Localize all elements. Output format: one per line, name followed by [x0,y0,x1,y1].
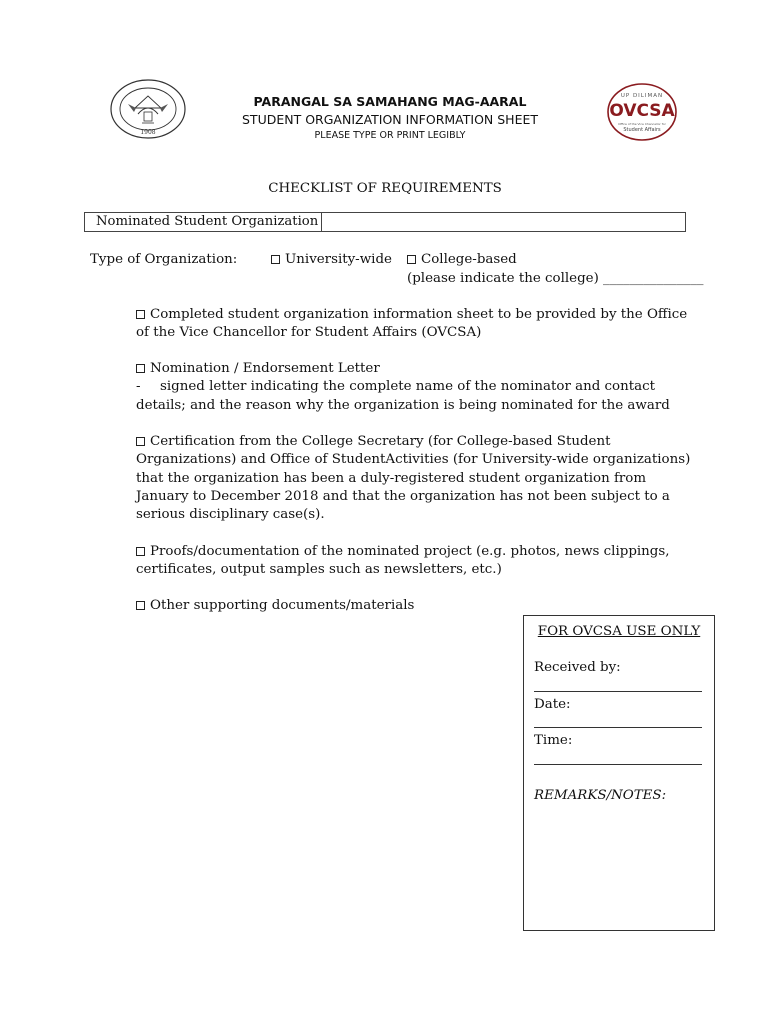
checklist-heading: CHECKLIST OF REQUIREMENTS [268,181,502,196]
ovcsa-use-only-title: FOR OVCSA USE ONLY [537,624,701,639]
nominated-organization-label: Nominated Student Organization [85,213,322,231]
requirement-text: Completed student organization information sheet to be provided by the Office of the Vice Chancellor for Student Affairs (OVCSA) [136,307,688,341]
requirement-checkbox[interactable] [136,310,145,319]
requirement-checkbox[interactable] [136,601,145,610]
requirement-text: Other supporting documents/materials [150,598,415,613]
date-line[interactable] [534,727,702,728]
college-based-option[interactable] [407,251,517,269]
received-by-line[interactable] [534,691,702,692]
requirement-item-other-documents [136,597,696,615]
university-wide-option[interactable] [271,251,392,269]
subitem-text: signed letter indicating the complete name of the nominator and contact details; and the reason why the organization is being nominated for the award [136,379,670,413]
requirement-item-certification [136,433,696,524]
up-seal-logo [108,78,188,140]
svg-text:1908: 1908 [140,129,156,136]
svg-text:OVCSA: OVCSA [609,101,675,121]
time-label: Time: [534,733,573,748]
university-wide-checkbox[interactable] [271,255,280,264]
college-based-checkbox[interactable] [407,255,416,264]
requirement-text: Certification from the College Secretary (for College-based Student Organizations) and Office of StudentActivities (for University-wide organizations) that the organization has been a duly-registered student organization from January to December 2018 and that the organization has not been subject to a serious disciplinary case(s). [136,434,691,523]
subitem-dash: - [136,379,141,395]
form-subtitle: STUDENT ORGANIZATION INFORMATION SHEET [242,112,538,127]
form-instruction: PLEASE TYPE OR PRINT LEGIBLY [314,130,466,141]
university-wide-label: University-wide [285,252,392,267]
organization-type-label: Type of Organization: [90,252,238,267]
requirement-item-proofs [136,543,696,580]
nominated-organization-field[interactable] [322,213,685,231]
ovcsa-logo [606,82,678,142]
nominated-organization-row [84,212,686,232]
time-line[interactable] [534,764,702,765]
requirement-checkbox[interactable] [136,547,145,556]
svg-text:Student Affairs: Student Affairs [623,127,661,133]
requirement-item-nomination-letter [136,360,696,415]
remarks-notes-label: REMARKS/NOTES: [534,788,667,803]
requirement-checkbox[interactable] [136,437,145,446]
requirement-text: Nomination / Endorsement Letter [150,361,380,376]
requirement-item-information-sheet [136,306,696,343]
date-label: Date: [534,697,571,712]
ovcsa-use-only-box [523,615,715,931]
svg-text:Office of the Vice Chancellor: Office of the Vice Chancellor for [618,122,666,126]
requirement-text: Proofs/documentation of the nominated project (e.g. photos, news clippings, certificates, output samples such as newsletters, etc.) [136,544,670,578]
received-by-label: Received by: [534,660,621,675]
form-title: PARANGAL SA SAMAHANG MAG-AARAL [253,94,527,109]
college-name-field[interactable]: (please indicate the college) _______________ [407,271,704,286]
svg-text:UP DILIMAN: UP DILIMAN [620,93,664,99]
requirement-subitem [136,378,696,415]
college-based-label: College-based [421,252,517,267]
requirement-checkbox[interactable] [136,364,145,373]
